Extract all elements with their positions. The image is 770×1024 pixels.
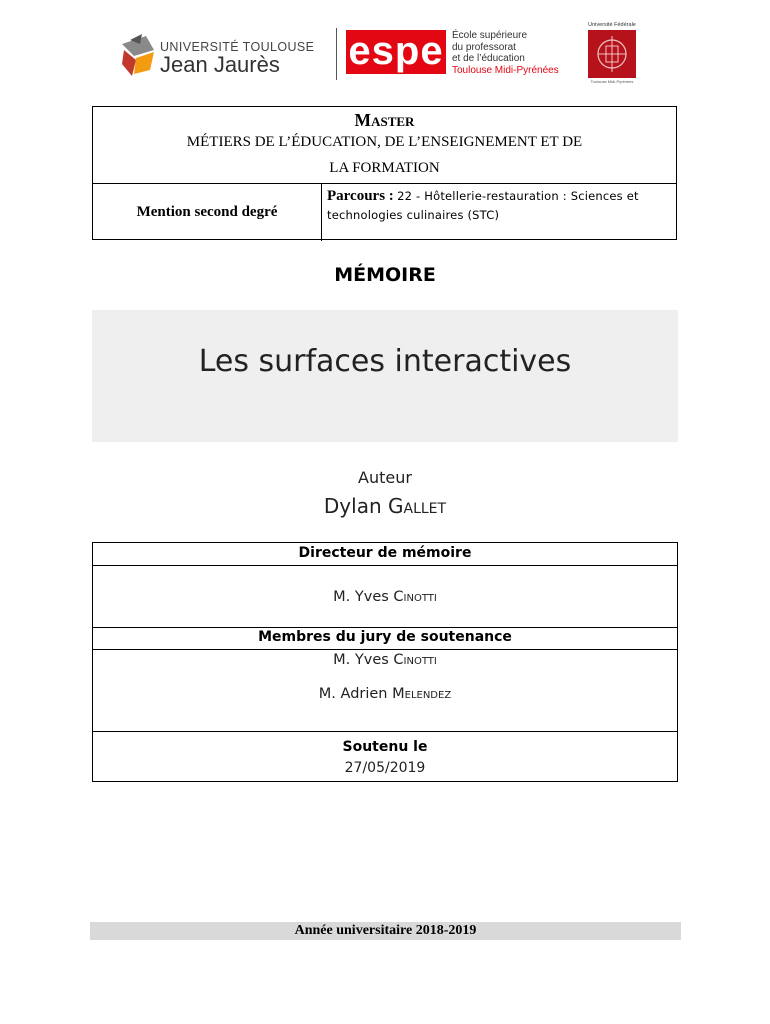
- master-info-table: [92, 106, 677, 240]
- director-header: Directeur de mémoire: [298, 545, 472, 561]
- logo-divider: [336, 28, 337, 80]
- person-first-name: M. Yves: [333, 589, 389, 605]
- person-last-name: Cinotti: [393, 589, 437, 605]
- espe-logo: [346, 30, 564, 78]
- person-last-name: Melendez: [392, 686, 452, 702]
- ut2j-logo-line1: UNIVERSITÉ TOULOUSE: [160, 40, 315, 54]
- espe-line: et de l’éducation: [452, 53, 525, 64]
- title-panel: [92, 310, 678, 442]
- espe-line: Toulouse Midi-Pyrénées: [452, 64, 559, 76]
- mention-text: Mention second degré: [136, 204, 278, 220]
- defended-date: 27/05/2019: [344, 760, 426, 776]
- table-divider: [93, 565, 677, 566]
- ut2j-logo-line2: Jean Jaurès: [160, 52, 280, 77]
- parcours-label: Parcours :: [327, 188, 394, 204]
- person-first-name: M. Yves: [333, 652, 389, 668]
- memoire-heading: MÉMOIRE: [334, 264, 436, 286]
- director-name: [93, 589, 677, 605]
- master-heading: [93, 110, 676, 131]
- academic-year-bar: [90, 922, 681, 940]
- jury-members-header: Membres du jury de soutenance: [258, 629, 512, 645]
- person-first-name: M. Adrien: [318, 686, 388, 702]
- master-details-row: [93, 183, 676, 241]
- ut2j-emblem-icon: [120, 30, 160, 80]
- master-heading-cap: M: [354, 110, 372, 130]
- espe-logo-text: [452, 30, 559, 76]
- parcours-cell: [327, 187, 673, 225]
- master-heading-rest: ASTER: [371, 114, 415, 129]
- person-last-name: Cinotti: [393, 652, 437, 668]
- espe-line: École supérieure: [452, 30, 528, 41]
- author-label: Auteur: [358, 468, 412, 487]
- master-program-line2: LA FORMATION: [329, 160, 440, 176]
- author-last-name: Gallet: [388, 494, 447, 518]
- author-name: [0, 494, 770, 518]
- ufr-caption: Université Fédérale: [588, 22, 636, 28]
- espe-wordmark: espe: [346, 30, 446, 74]
- jury-member: [93, 686, 677, 702]
- mention-cell: [93, 184, 322, 241]
- defended-label: Soutenu le: [342, 739, 428, 755]
- table-divider: [93, 649, 677, 650]
- author-first-name: Dylan: [323, 494, 382, 518]
- master-program-line1: MÉTIERS DE L’ÉDUCATION, DE L’ENSEIGNEMENT ET DE: [186, 134, 583, 150]
- ufr-emblem-icon: [588, 30, 636, 78]
- academic-year: Année universitaire 2018-2019: [294, 923, 477, 938]
- table-divider: [93, 731, 677, 732]
- parcours-value: 22 - Hôtellerie-restauration : Sciences et technologies culinaires (STC): [327, 189, 639, 222]
- table-divider: [93, 627, 677, 628]
- ufr-subcaption: Toulouse Midi-Pyrénées: [590, 79, 634, 84]
- jury-table: [92, 542, 678, 782]
- espe-line: du professorat: [452, 41, 516, 53]
- universite-toulouse-jean-jaures-logo: [120, 30, 326, 80]
- thesis-title: Les surfaces interactives: [198, 344, 572, 379]
- jury-member: [93, 652, 677, 668]
- universite-federale-logo: [584, 22, 640, 82]
